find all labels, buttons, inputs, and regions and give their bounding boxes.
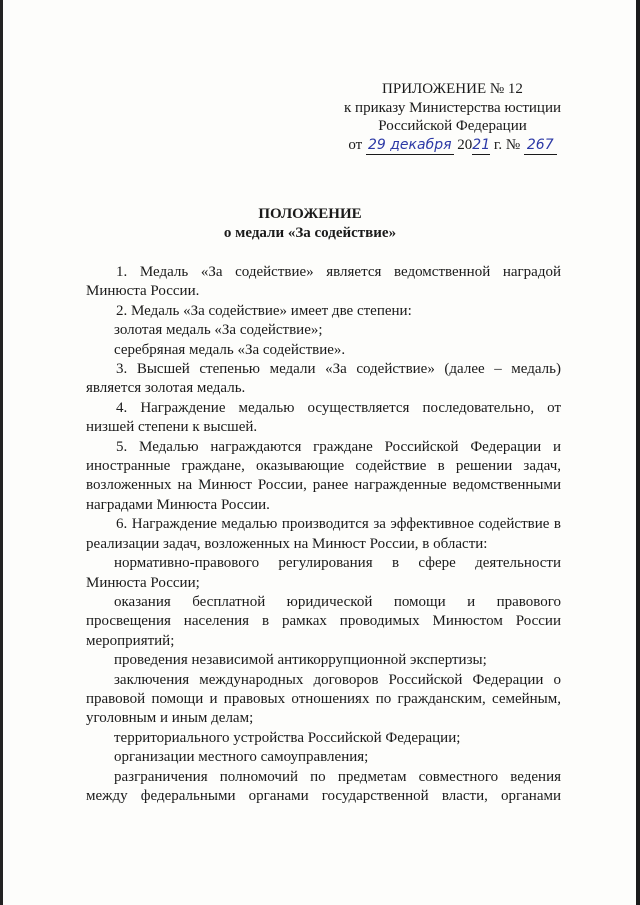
paragraph-2: 2. Медаль «За содействие» имеет две степени: — [116, 302, 412, 319]
number-fill — [524, 136, 557, 156]
scan-edge-left — [0, 0, 3, 905]
year-fill — [472, 136, 490, 156]
area-legal-aid: оказания бесплатной юридической помощи и правового просвещения населения в рамках проводимых Минюстом России мероприятий; — [86, 593, 561, 649]
number-prefix: г. № — [493, 136, 521, 153]
area-anticorruption: проведения независимой антикоррупционной экспертизы; — [114, 652, 487, 669]
document-title — [60, 205, 560, 243]
paragraph-6: 6. Награждение медалью производится за эффективное содействие в реализации задач, возложенных на Минюст России, в области: — [86, 516, 561, 552]
order-reference: к приказу Министерства юстиции — [344, 99, 561, 116]
date-prefix: от — [348, 136, 363, 153]
order-date-line — [330, 136, 575, 156]
paragraph-3: 3. Высшей степенью медали «За содействие» (далее – медаль) является золотая медаль. — [86, 361, 561, 397]
appendix-header — [330, 80, 575, 155]
title-heading: ПОЛОЖЕНИЕ — [258, 206, 362, 222]
degree-silver: серебряная медаль «За содействие». — [114, 341, 346, 358]
appendix-number: ПРИЛОЖЕНИЕ № 12 — [382, 81, 523, 97]
date-fill — [366, 136, 454, 156]
paragraph-5: 5. Медалью награждаются граждане Российской Федерации и иностранные граждане, оказывающие содействие в решении задач, возложенных на Минюст России, ранее награжденные ведомственными наградами Минюста России. — [86, 438, 561, 513]
handwritten-year: 21 — [472, 136, 491, 153]
area-international-treaties: заключения международных договоров Российской Федерации о правовой помощи и правовых отношениях по гражданским, семейным, уголовным и иным делам; — [86, 671, 561, 727]
area-regulation: нормативно-правового регулирования в сфере деятельности Минюста России; — [86, 555, 561, 591]
paragraph-1: 1. Медаль «За содействие» является ведомственной наградой Минюста России. — [86, 264, 561, 300]
area-territorial: территориального устройства Российской Федерации; — [114, 729, 461, 746]
order-reference-country: Российской Федерации — [378, 118, 527, 134]
scan-edge-right — [636, 0, 640, 905]
degree-gold: золотая медаль «За содействие»; — [114, 322, 323, 339]
paragraph-4: 4. Награждение медалью осуществляется последовательно, от низшей степени к высшей. — [86, 399, 561, 436]
handwritten-date: 29 декабря — [367, 136, 452, 153]
document-body — [86, 263, 561, 806]
area-jurisdiction: разграничения полномочий по предметам совместного ведения между федеральными органами государственной власти, органами — [86, 768, 561, 804]
title-subheading: о медали «За содействие» — [223, 225, 397, 241]
year-prefix: 20 — [457, 136, 473, 153]
area-local-government: организации местного самоуправления; — [114, 749, 369, 766]
handwritten-number: 267 — [526, 136, 554, 153]
